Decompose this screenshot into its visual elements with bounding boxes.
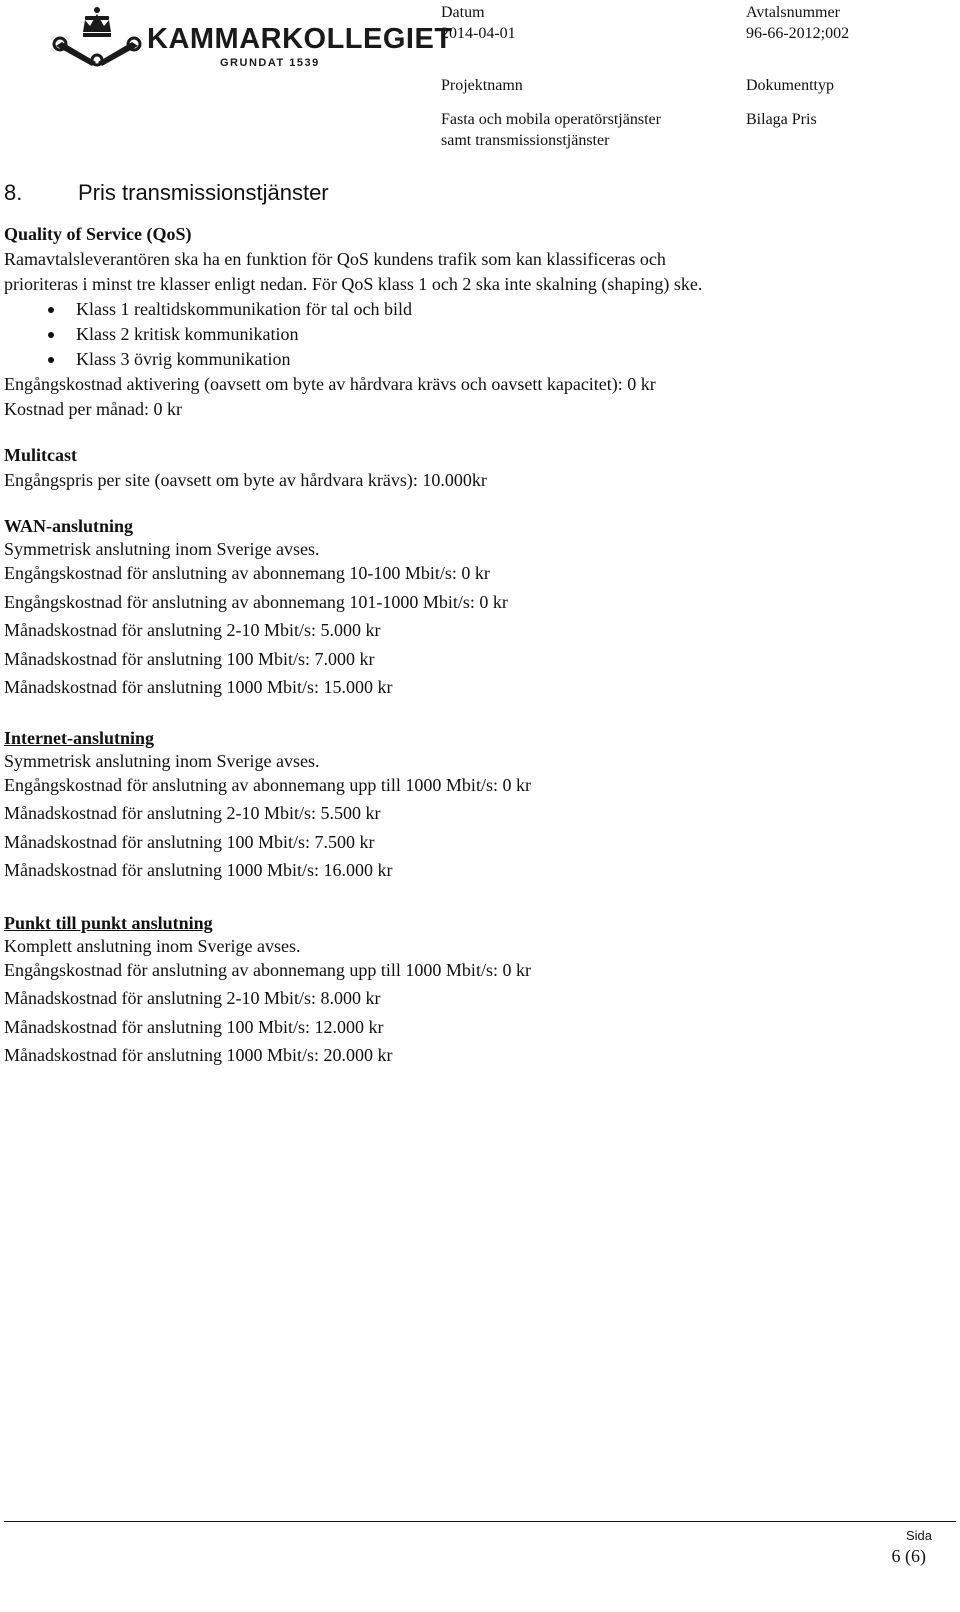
kammarkollegiet-logo (52, 2, 453, 72)
internet-line: Symmetrisk anslutning inom Sverige avses. (4, 750, 320, 771)
list-item: Klass 2 kritisk kommunikation (4, 322, 954, 347)
projekt-value-1: Fasta och mobila operatörstjänster (441, 111, 661, 128)
doktyp-label: Dokumenttyp (746, 77, 834, 94)
internet-line: Engångskostnad för anslutning av abonnemang upp till 1000 Mbit/s: 0 kr (4, 774, 531, 795)
qos-line-2: Kostnad per månad: 0 kr (4, 399, 182, 419)
wan-title: WAN-anslutning (4, 516, 134, 536)
multicast-line-1: Engångspris per site (oavsett om byte av hårdvara krävs): 10.000kr (4, 470, 487, 490)
document-body (4, 222, 954, 1070)
datum-value: 2014-04-01 (441, 25, 516, 42)
p2p-title: Punkt till punkt anslutning (4, 912, 213, 933)
projekt-label: Projektnamn (441, 77, 523, 94)
bullet-icon (48, 307, 54, 313)
p2p-line: Engångskostnad för anslutning av abonnemang upp till 1000 Mbit/s: 0 kr (4, 959, 531, 980)
logo-wordmark: KAMMARKOLLEGIET (147, 23, 453, 55)
datum-label: Datum (441, 4, 485, 21)
wan-line: Månadskostnad för anslutning 1000 Mbit/s: 15.000 kr (4, 677, 393, 697)
logo-subtitle: GRUNDAT 1539 (220, 57, 320, 69)
p2p-line: Månadskostnad för anslutning 100 Mbit/s: 12.000 kr (4, 1016, 384, 1037)
qos-text-2: prioriteras i minst tre klasser enligt nedan. För QoS klass 1 och 2 ska inte skalning (shaping) ske. (4, 274, 703, 294)
footer-page-number: 6 (6) (891, 1546, 926, 1566)
qos-title: Quality of Service (QoS) (4, 224, 192, 244)
section-heading (4, 180, 329, 206)
p2p-line: Månadskostnad för anslutning 1000 Mbit/s: 20.000 kr (4, 1045, 393, 1065)
qos-section (4, 222, 954, 422)
internet-section (4, 726, 954, 885)
projekt-value-2: samt transmissionstjänster (441, 132, 610, 149)
list-item: Klass 1 realtidskommunikation för tal och bild (4, 297, 954, 322)
bullet-icon (48, 332, 54, 338)
multicast-title: Mulitcast (4, 445, 77, 465)
bullet-icon (48, 357, 54, 363)
avtal-label: Avtalsnummer (746, 4, 840, 21)
section-title: Pris transmissionstjänster (78, 180, 329, 205)
footer-sida-label: Sida (905, 1528, 932, 1543)
internet-line: Månadskostnad för anslutning 1000 Mbit/s: 16.000 kr (4, 860, 393, 880)
wan-line: Månadskostnad för anslutning 100 Mbit/s: 7.000 kr (4, 648, 375, 669)
wan-line: Månadskostnad för anslutning 2-10 Mbit/s: 5.000 kr (4, 620, 381, 640)
footer-divider (4, 1521, 956, 1522)
doktyp-value: Bilaga Pris (746, 111, 817, 128)
section-number: 8. (4, 180, 23, 205)
wan-line: Engångskostnad för anslutning av abonnemang 101-1000 Mbit/s: 0 kr (4, 591, 508, 612)
internet-title: Internet-anslutning (4, 727, 155, 748)
avtal-value: 96-66-2012;002 (746, 25, 850, 42)
wan-line: Symmetrisk anslutning inom Sverige avses. (4, 539, 320, 559)
multicast-section (4, 443, 954, 493)
crown-emblem-icon (54, 7, 140, 66)
avtal-block (746, 2, 849, 44)
p2p-line: Komplett anslutning inom Sverige avses. (4, 935, 301, 956)
wan-line: Engångskostnad för anslutning av abonnemang 10-100 Mbit/s: 0 kr (4, 563, 490, 583)
doktyp-block (746, 75, 834, 130)
internet-line: Månadskostnad för anslutning 2-10 Mbit/s: 5.500 kr (4, 803, 381, 823)
wan-section (4, 514, 954, 702)
qos-text-1: Ramavtalsleverantören ska ha en funktion för QoS kundens trafik som kan klassificeras och (4, 249, 666, 269)
datum-block (441, 2, 516, 44)
qos-line-1: Engångskostnad aktivering (oavsett om byte av hårdvara krävs och oavsett kapacitet): 0 kr (4, 374, 656, 394)
internet-line: Månadskostnad för anslutning 100 Mbit/s: 7.500 kr (4, 831, 375, 852)
list-item: Klass 3 övrig kommunikation (4, 347, 954, 372)
p2p-line: Månadskostnad för anslutning 2-10 Mbit/s: 8.000 kr (4, 988, 381, 1008)
p2p-section (4, 911, 954, 1070)
projekt-block (441, 75, 661, 151)
